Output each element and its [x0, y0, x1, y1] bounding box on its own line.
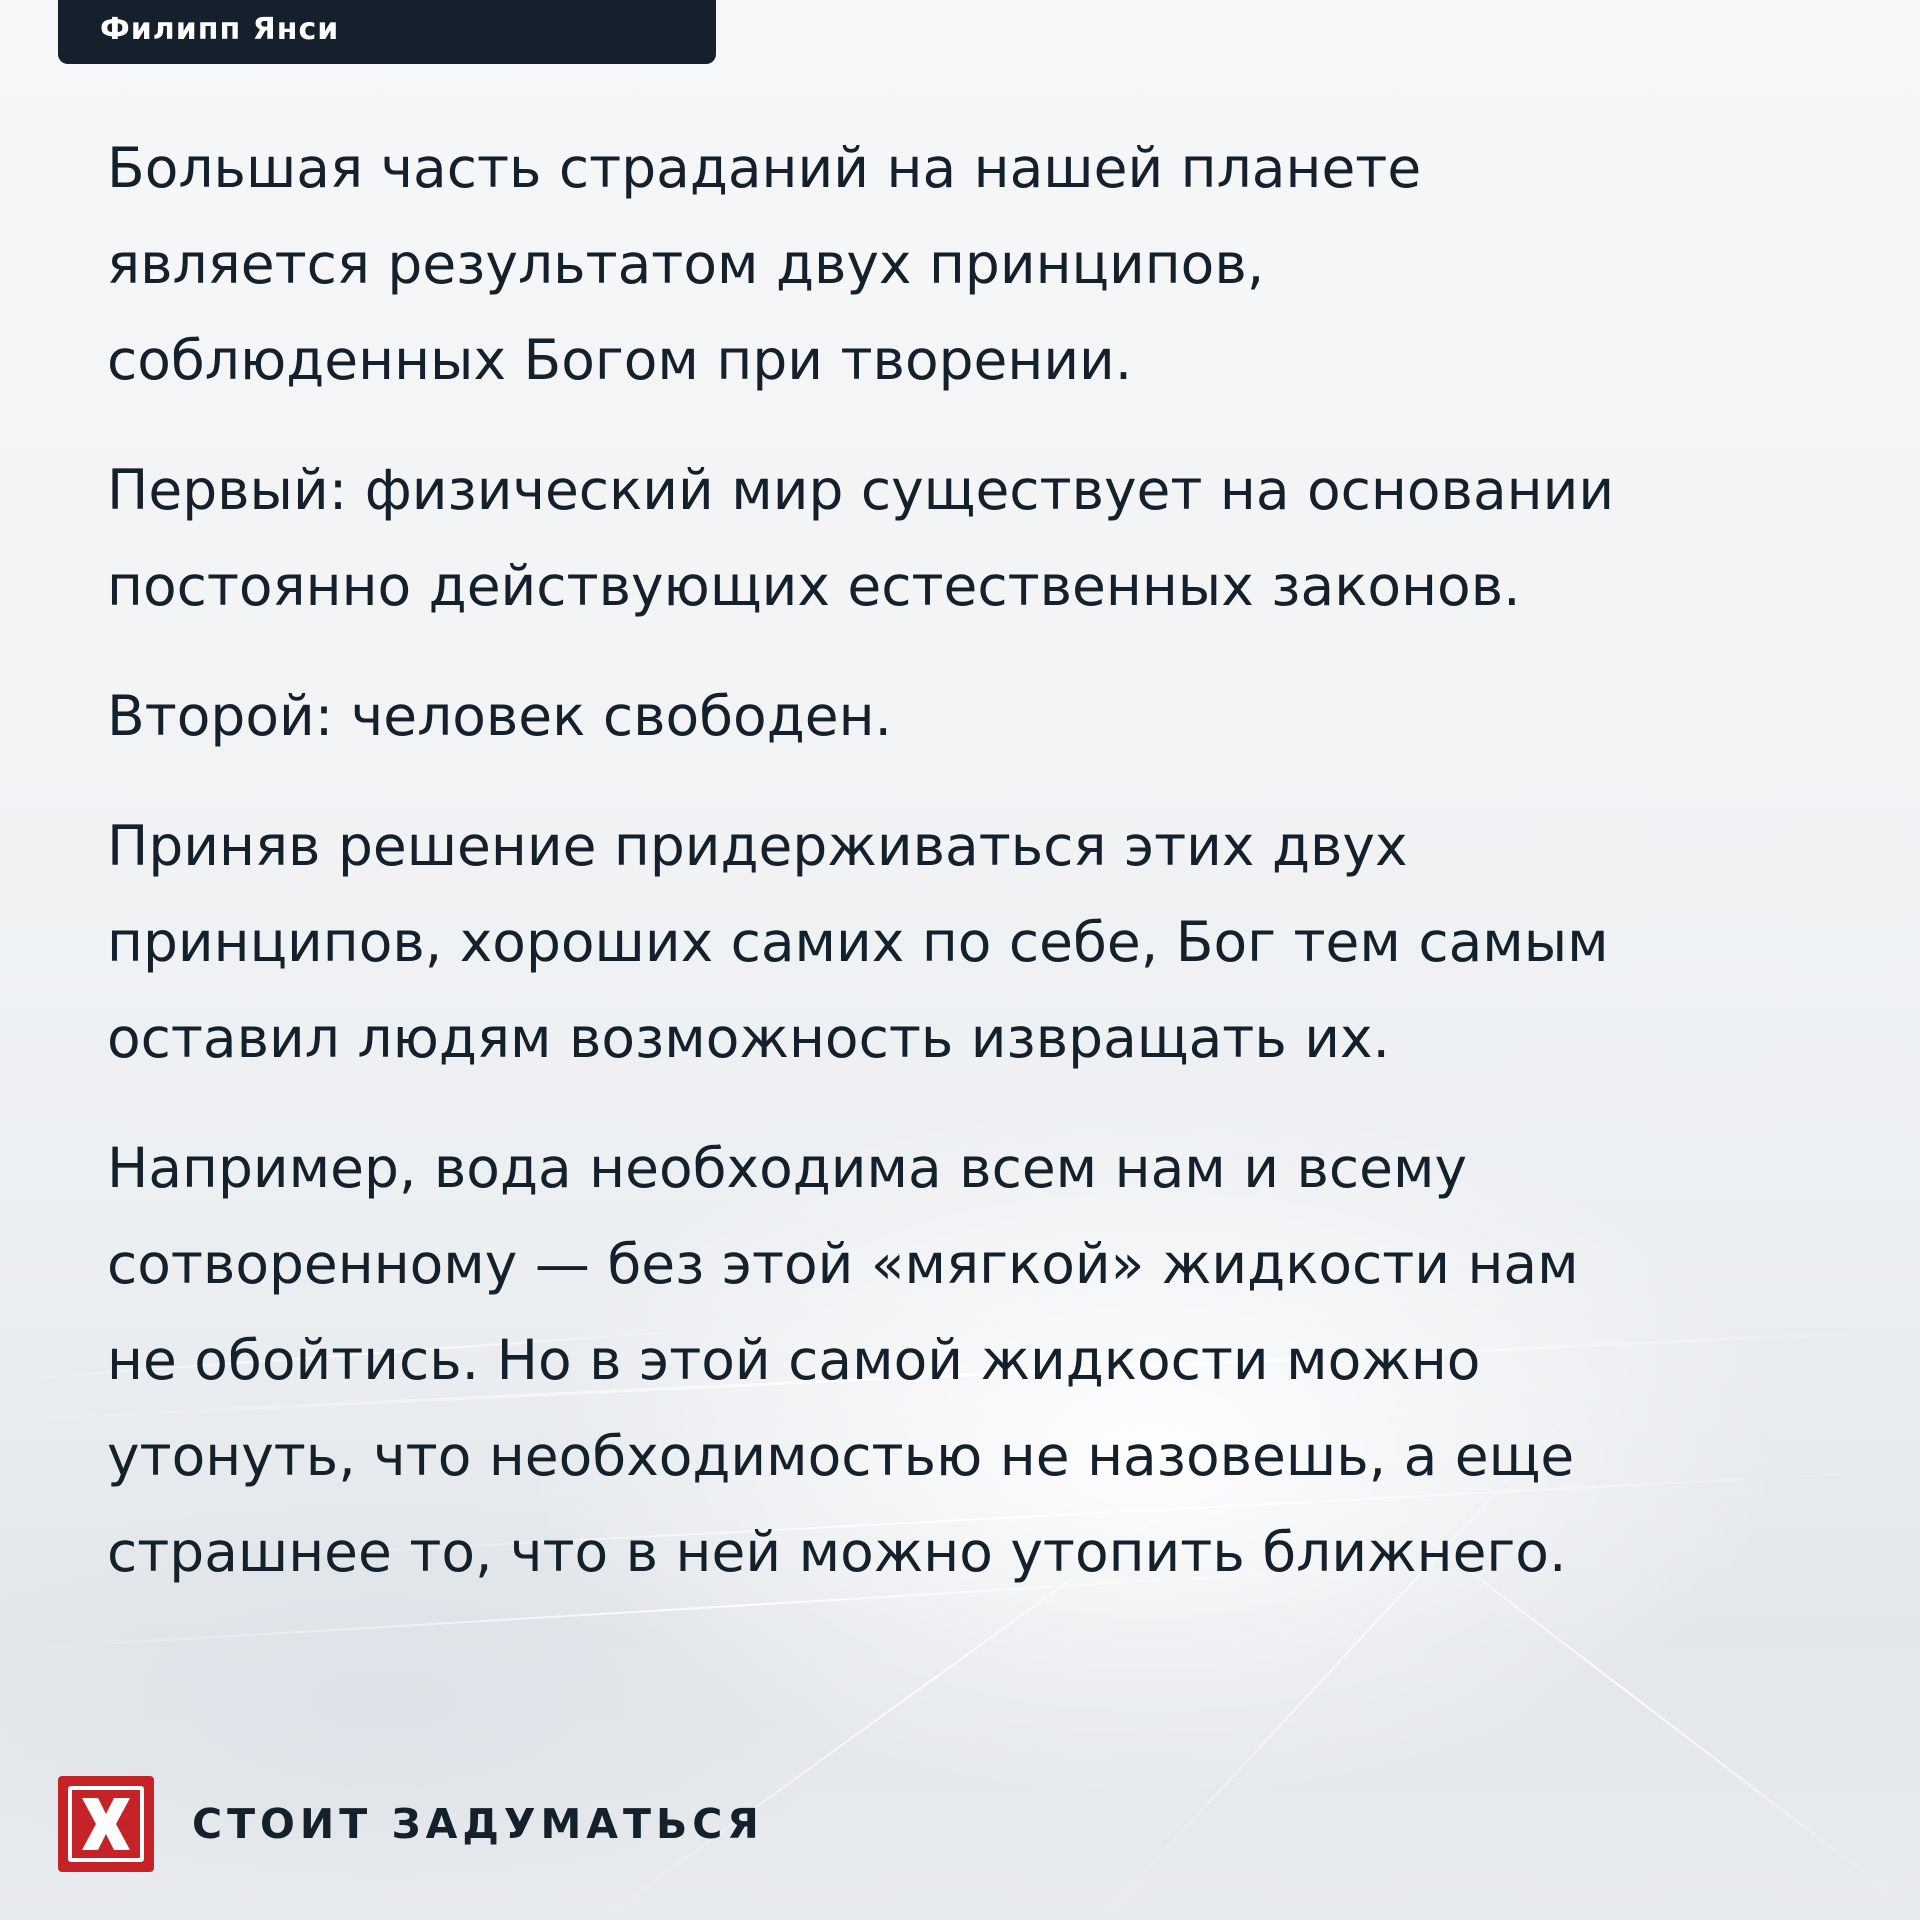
author-name: Филипп Янси: [100, 11, 340, 47]
quote-paragraph: Например, вода необходима всем нам и всему сотворенному — без этой «мягкой» жидкости нам не обойтись. Но в этой самой жидкости можно утонуть, что необходимостью не назовешь, а еще страшнее то, что в ней можно утопить ближнего.: [107, 1136, 1579, 1584]
quote-paragraph: Первый: физический мир существует на основании постоянно действующих естественных законов.: [107, 458, 1615, 618]
brand-name: СТОИТ ЗАДУМАТЬСЯ: [192, 1800, 764, 1848]
quote-paragraph: Приняв решение придерживаться этих двух принципов, хороших самих по себе, Бог тем самым оставил людям возможность извращать их.: [107, 814, 1609, 1070]
quote-paragraph: Большая часть страданий на нашей планете является результатом двух принципов, соблюденных Богом при творении.: [107, 136, 1422, 392]
author-tab: [58, 0, 716, 64]
quote-text: [107, 120, 1867, 1634]
x-logo-icon: [58, 1776, 154, 1872]
footer-brand: [58, 1776, 764, 1872]
quote-paragraph: Второй: человек свободен.: [107, 684, 893, 748]
